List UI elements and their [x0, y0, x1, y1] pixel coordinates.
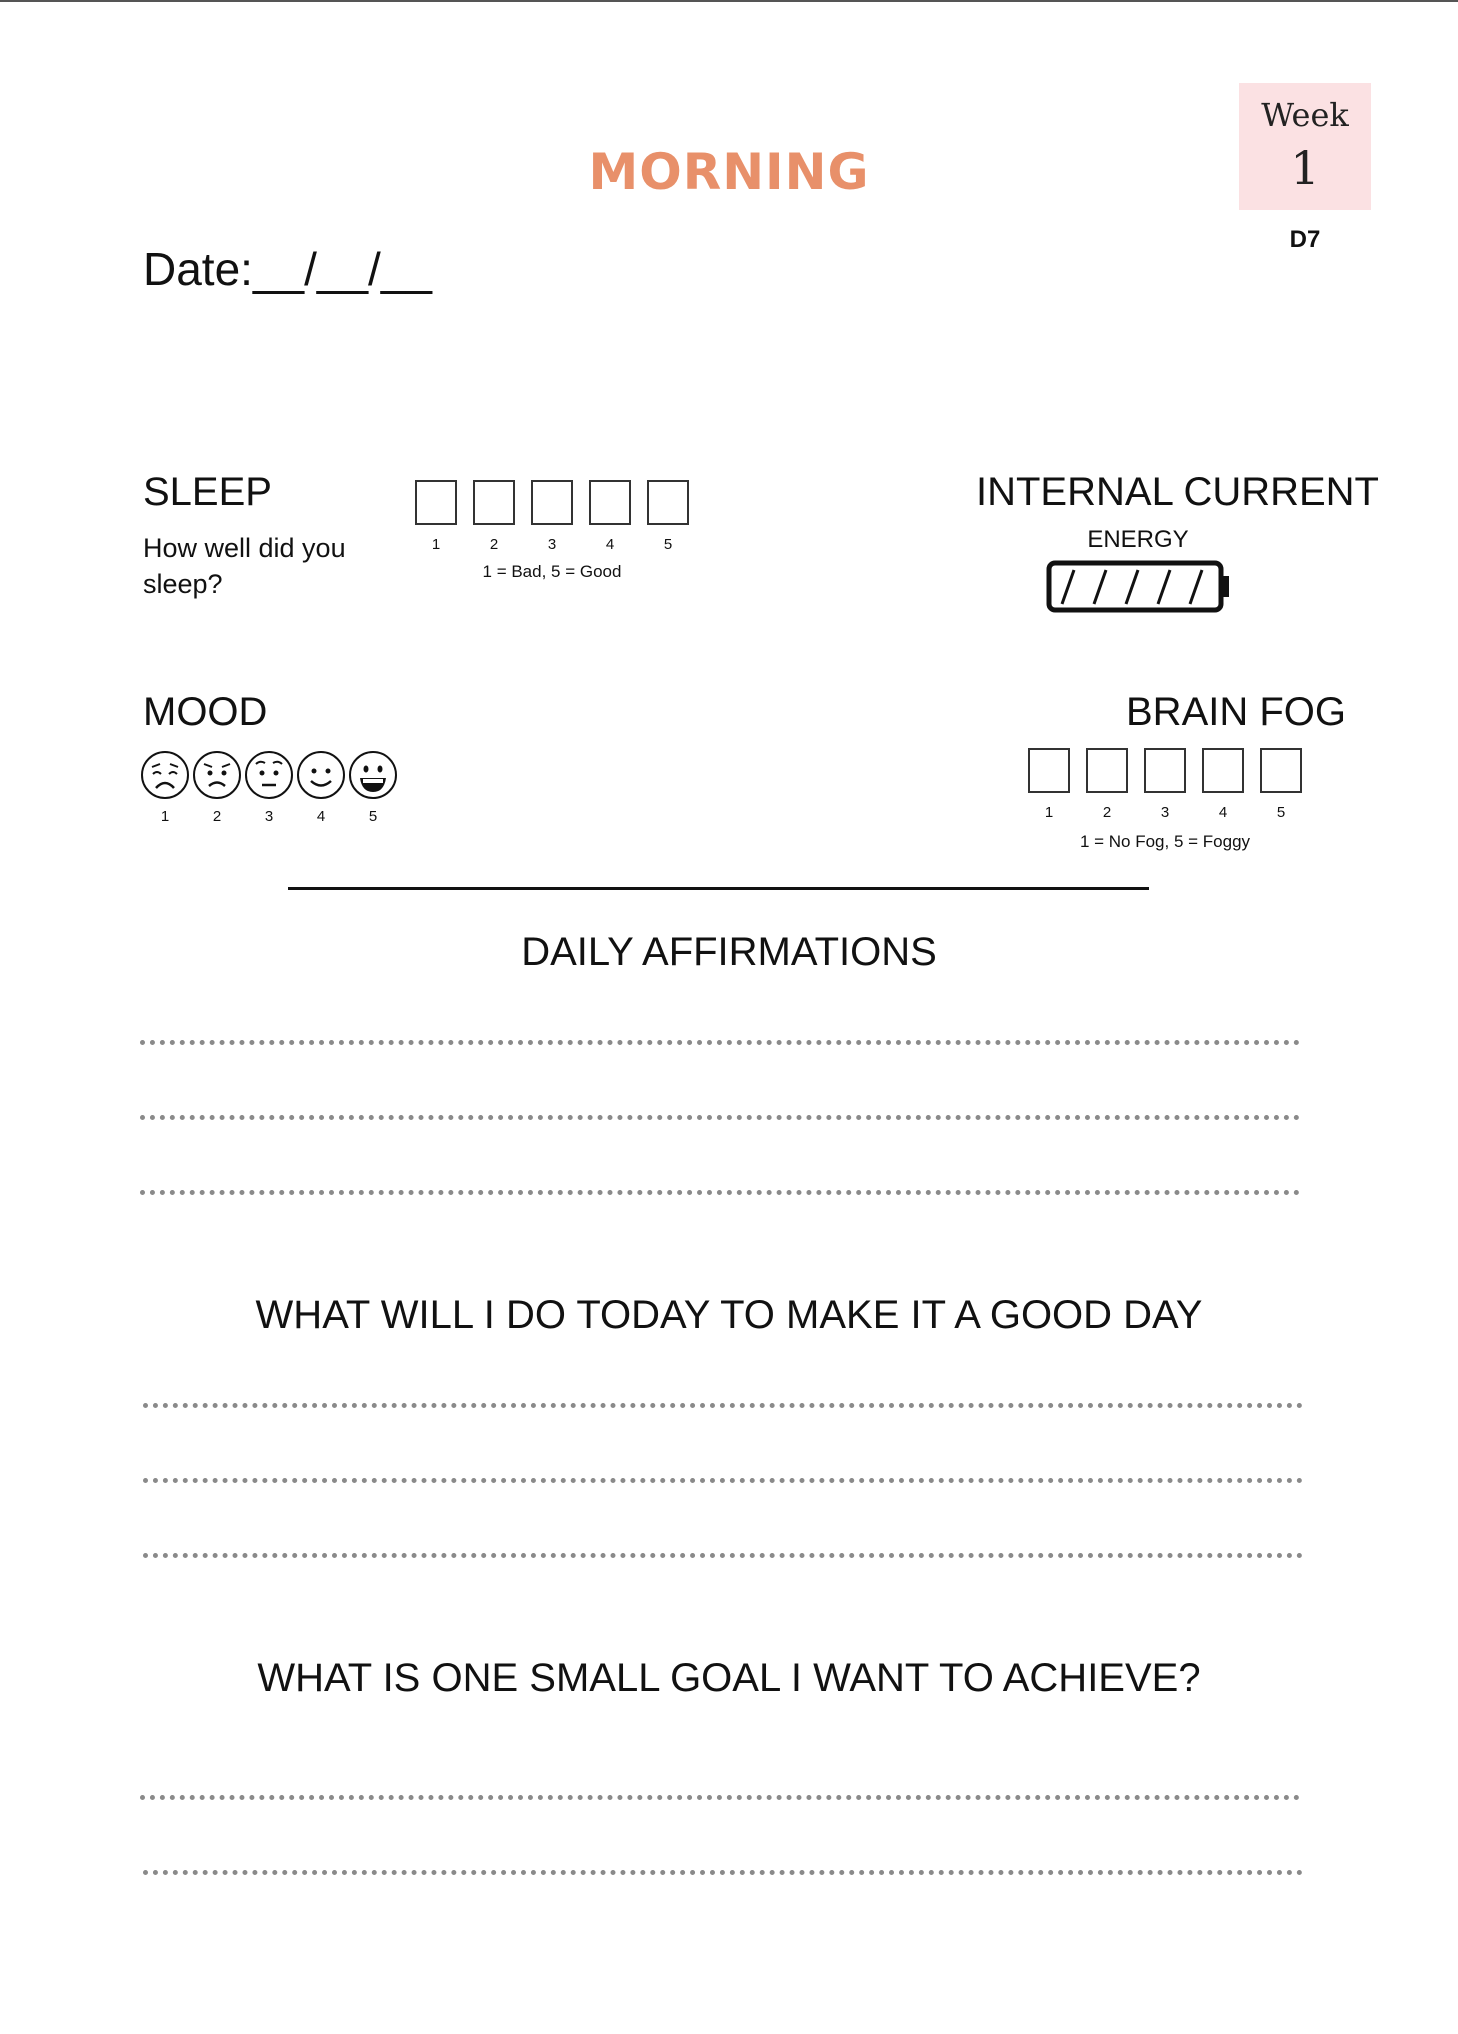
day-code: D7: [1289, 226, 1321, 253]
small-goal-writing-line[interactable]: [140, 1795, 1300, 1800]
top-border: [0, 0, 1458, 2]
good-day-writing-line[interactable]: [143, 1403, 1303, 1408]
brain-fog-scale-number: 1: [1044, 804, 1054, 821]
neutral-face-icon[interactable]: [244, 750, 294, 800]
date-field[interactable]: Date:__/__/__: [143, 243, 433, 295]
sleep-rating-box-3[interactable]: [531, 480, 573, 525]
page-title: MORNING: [588, 143, 870, 201]
affirmations-heading: DAILY AFFIRMATIONS: [521, 930, 937, 974]
brain-fog-rating-box-3[interactable]: [1144, 748, 1186, 793]
brain-fog-scale-number: 3: [1160, 804, 1170, 821]
sleep-scale-number: 3: [547, 536, 557, 553]
affirmation-writing-line[interactable]: [140, 1040, 1300, 1045]
smiling-face-icon[interactable]: [296, 750, 346, 800]
affirmation-writing-line[interactable]: [140, 1190, 1300, 1195]
mood-scale-number: 5: [368, 808, 378, 825]
sleep-scale-legend: 1 = Bad, 5 = Good: [482, 562, 622, 581]
brain-fog-rating-box-1[interactable]: [1028, 748, 1070, 793]
brain-fog-rating-box-2[interactable]: [1086, 748, 1128, 793]
energy-battery-icon[interactable]: [1046, 560, 1232, 616]
sleep-heading: SLEEP: [143, 470, 272, 514]
energy-label: ENERGY: [1087, 526, 1189, 553]
brain-fog-rating-scale: [1028, 748, 1308, 868]
brain-fog-scale-number: 5: [1276, 804, 1286, 821]
mood-scale: [140, 750, 410, 830]
section-divider: [288, 887, 1149, 890]
brain-fog-rating-box-4[interactable]: [1202, 748, 1244, 793]
good-day-writing-line[interactable]: [143, 1553, 1303, 1558]
mood-scale-number: 1: [160, 808, 170, 825]
internal-current-heading: INTERNAL CURRENT: [976, 470, 1379, 514]
brain-fog-scale-legend: 1 = No Fog, 5 = Foggy: [1079, 832, 1251, 851]
good-day-heading: WHAT WILL I DO TODAY TO MAKE IT A GOOD DAY: [255, 1293, 1203, 1337]
grinning-face-icon[interactable]: [348, 750, 398, 800]
brain-fog-scale-number: 4: [1218, 804, 1228, 821]
small-goal-writing-line[interactable]: [143, 1870, 1303, 1875]
frowning-face-icon[interactable]: [192, 750, 242, 800]
sleep-scale-number: 2: [489, 536, 499, 553]
sleep-rating-scale: [415, 480, 695, 600]
sleep-rating-box-1[interactable]: [415, 480, 457, 525]
mood-scale-number: 4: [316, 808, 326, 825]
good-day-writing-line[interactable]: [143, 1478, 1303, 1483]
sleep-question-line2: sleep?: [143, 569, 223, 599]
brain-fog-heading: BRAIN FOG: [1126, 690, 1347, 734]
week-number: 1: [1290, 141, 1320, 195]
mood-heading: MOOD: [143, 690, 268, 734]
sad-face-icon[interactable]: [140, 750, 190, 800]
affirmation-writing-line[interactable]: [140, 1115, 1300, 1120]
sleep-scale-number: 5: [663, 536, 673, 553]
mood-scale-number: 3: [264, 808, 274, 825]
sleep-question: [143, 530, 346, 602]
mood-scale-number: 2: [212, 808, 222, 825]
brain-fog-rating-box-5[interactable]: [1260, 748, 1302, 793]
sleep-scale-number: 1: [431, 536, 441, 553]
sleep-rating-box-2[interactable]: [473, 480, 515, 525]
small-goal-heading: WHAT IS ONE SMALL GOAL I WANT TO ACHIEVE?: [257, 1656, 1201, 1700]
sleep-question-line1: How well did you: [143, 533, 346, 563]
brain-fog-scale-number: 2: [1102, 804, 1112, 821]
week-badge: [1239, 83, 1371, 210]
sleep-scale-number: 4: [605, 536, 615, 553]
sleep-rating-box-4[interactable]: [589, 480, 631, 525]
sleep-rating-box-5[interactable]: [647, 480, 689, 525]
week-label: Week: [1261, 96, 1349, 134]
